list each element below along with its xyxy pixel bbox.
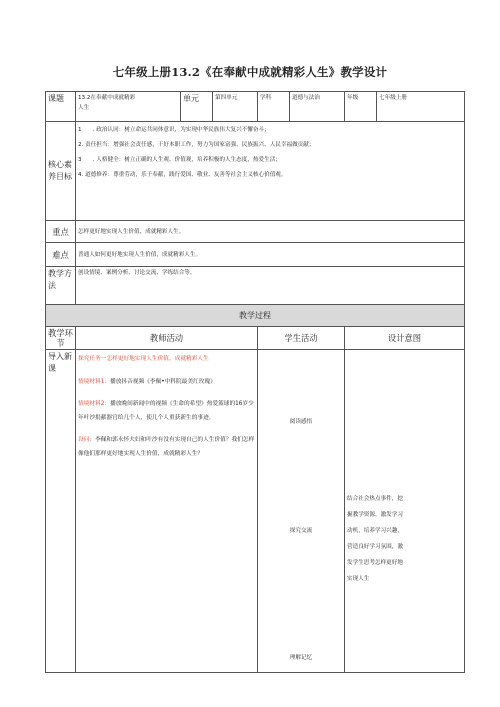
material-2-label: 情境材料2： xyxy=(78,401,111,407)
grade-label: 年级 xyxy=(345,92,377,122)
header-student: 学生活动 xyxy=(258,327,345,350)
header-stage: 教学环节 xyxy=(46,327,76,350)
student-memorize: 理解记忆 xyxy=(289,655,313,661)
literacy-item-4: 4. 道德修养：尊重劳动，乐于奉献，践行爱国、敬业、友善等社会主义核心价值观。 xyxy=(78,172,287,178)
key-point-value: 怎样更好地实现人生价值，成就精彩人生。 xyxy=(76,221,465,243)
student-read: 阅读感悟 xyxy=(289,419,313,425)
difficult-point-row xyxy=(46,243,465,267)
topic-value: 13.2在奉献中成就精彩人生 xyxy=(76,92,181,122)
question-label: 设问： xyxy=(78,437,96,443)
key-point-row xyxy=(46,221,465,243)
teacher-activity xyxy=(76,350,258,673)
method-row xyxy=(46,267,465,305)
difficult-point-value: 普通人如何更好地实现人生价值，成就精彩人生。 xyxy=(76,243,465,267)
info-row xyxy=(46,92,465,122)
process-header-row xyxy=(46,327,465,350)
stage-cell: 导入新课 xyxy=(46,350,76,673)
literacy-item-3: 3 . 人格健全：树立正确的人生观、价值观，培养积极的人生态度，热爱生活； xyxy=(78,157,281,163)
task-heading: 探究任务一怎样更好地实现人生价值，成就精彩人生 xyxy=(78,356,209,362)
intent-text: 结合社会热点事件，挖掘教学资源，激发学习动机，培养学习兴趣，营造良好学习氛围，激发学生思考怎样更好地实现人生 xyxy=(347,496,403,582)
literacy-item-1: 1 . 政治认同：树立命运共同体意识，为实现中华民族伟大复兴不懈奋斗； xyxy=(78,127,270,133)
key-point-label: 重点 xyxy=(46,221,76,243)
header-intent: 设计意图 xyxy=(345,327,465,350)
method-label: 教学方法 xyxy=(46,267,76,305)
process-title-row xyxy=(46,305,465,327)
student-discuss: 探究交流 xyxy=(289,528,313,534)
design-intent xyxy=(345,350,465,673)
material-1-label: 情境材料1： xyxy=(78,378,111,385)
method-value: 创设情境、案例分析、讨论交流、学练结合等。 xyxy=(76,267,465,305)
topic-label: 课题 xyxy=(46,92,76,122)
literacy-content xyxy=(76,122,465,221)
document-title: 七年级上册13.2《在奉献中成就精彩人生》教学设计 xyxy=(112,65,388,79)
material-2-text: 播放晚间新闻中的视频《生命的希望》热爱篮球的16岁少年叶沙捐献器官给几个人，使几个人重获新生的事迹。 xyxy=(78,401,254,421)
literacy-row xyxy=(46,122,465,221)
header-teacher: 教师活动 xyxy=(76,327,258,350)
literacy-label: 核心素养目标 xyxy=(46,122,76,221)
process-title: 教学过程 xyxy=(46,305,465,327)
subject-label: 学科 xyxy=(258,92,290,122)
question-text: 李佩和郭永怀夫妇和叶沙有没有实现自己的人生价值？我们怎样像他们那样更好地实现人生价值，成就精彩人生？ xyxy=(78,437,255,457)
literacy-item-2: 2. 责任担当：增强社会责任感，干好本职工作，努力为国家富强、民族振兴、人民幸福做贡献； xyxy=(78,142,315,148)
grade-value: 七年级上册 xyxy=(377,92,465,122)
unit-value: 第四单元 xyxy=(213,92,258,122)
unit-label: 单元 xyxy=(181,92,213,122)
lesson-plan-table xyxy=(45,91,465,673)
student-activity xyxy=(258,350,345,673)
process-body-row xyxy=(46,350,465,673)
material-1-text: 播放抖音视频《李佩•中科院最美红玫瑰》 xyxy=(110,378,216,385)
difficult-point-label: 难点 xyxy=(46,243,76,267)
subject-value: 道德与法治 xyxy=(290,92,345,122)
